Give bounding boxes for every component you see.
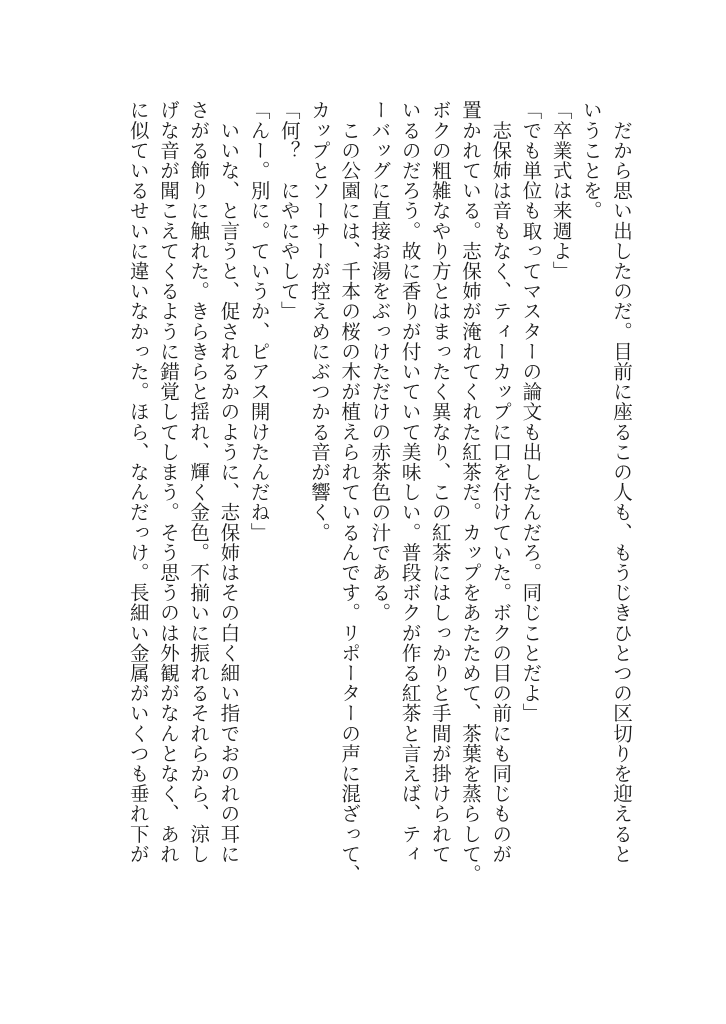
text-line: ボクの粗雑なやり方とはまったく異なり、この紅茶にはしっかりと手間が掛けられて bbox=[428, 100, 452, 864]
text-line: いいな、と言うと、促されるかのように、志保姉はその白く細い指でおのれの耳に bbox=[217, 100, 241, 864]
text-line: 置かれている。志保姉が淹れてくれた紅茶だ。カップをあたためて、茶葉を蒸らして。 bbox=[458, 100, 482, 884]
text-line: 「んー。別に。ていうか、ピアス開けたんだね」 bbox=[247, 100, 271, 543]
text-line: ーバッグに直接お湯をぶっけただけの赤茶色の汁である。 bbox=[368, 100, 392, 623]
text-line: 「何？ にやにやして」 bbox=[277, 100, 301, 322]
vertical-text-body bbox=[123, 100, 636, 960]
text-line: げな音が聞こえてくるように錯覚してしまう。そう思うのは外観がなんとなく、あれ bbox=[156, 100, 180, 864]
text-line: この公園には、千本の桜の木が植えられているんです。リポーターの声に混ざって、 bbox=[338, 100, 362, 884]
text-line: いうことを。 bbox=[579, 100, 603, 221]
text-line: いるのだろう。故に香りが付いていて美味しい。普段ボクが作る紅茶と言えば、ティ bbox=[398, 100, 422, 864]
text-line: カップとソーサーが控えめにぶつかる音が響く。 bbox=[307, 100, 331, 543]
text-line: に似ているせいに違いなかった。ほら、なんだっけ。長細い金属がいくつも垂れ下が bbox=[126, 100, 150, 864]
text-line: さがる飾りに触れた。きらきらと揺れ、輝く金色。不揃いに振れるそれらから、涼し bbox=[187, 100, 211, 864]
text-line: 「でも単位も取ってマスターの論文も出したんだろ。同じことだよ」 bbox=[519, 100, 543, 724]
text-line: だから思い出したのだ。目前に座るこの人も、もうじきひとつの区切りを迎えると bbox=[610, 100, 633, 864]
text-line: 「卒業式は来週よ」 bbox=[549, 100, 573, 281]
text-line: 志保姉は音もなく、ティーカップに口を付けていた。ボクの目の前にも同じものが bbox=[489, 100, 513, 864]
